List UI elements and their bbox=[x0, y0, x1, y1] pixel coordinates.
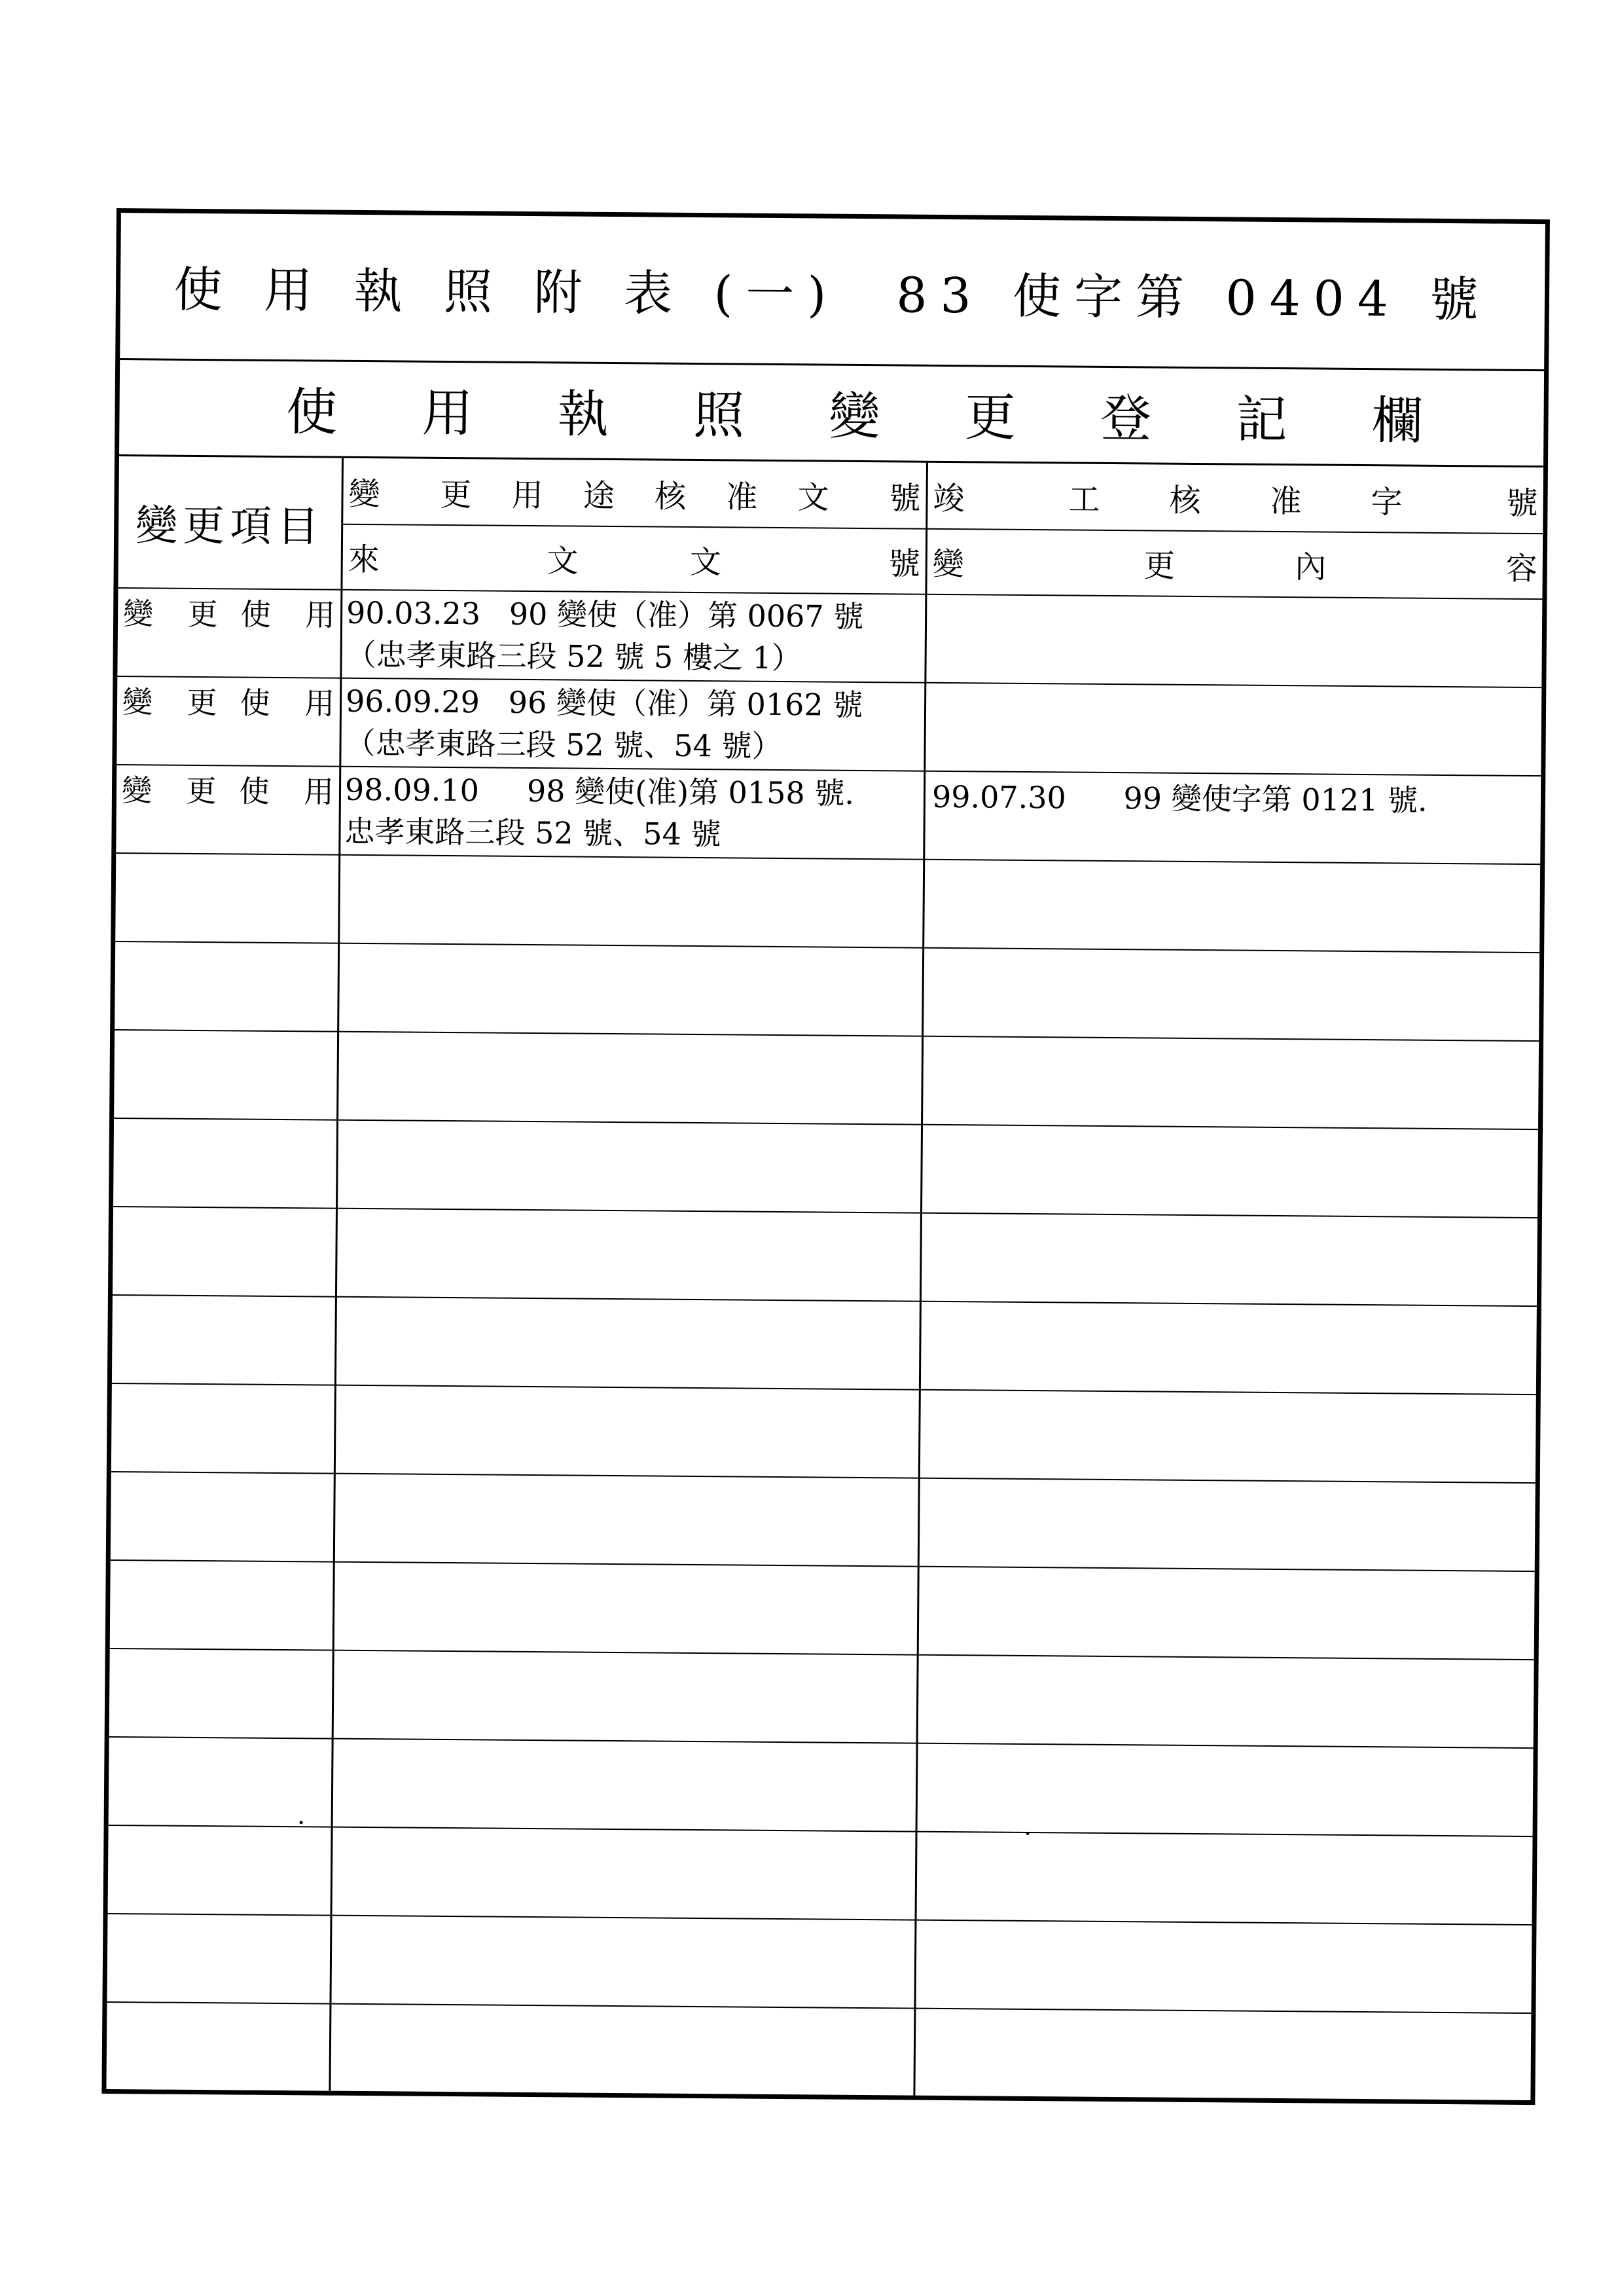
section-title-row bbox=[119, 358, 1544, 467]
change-item-cell: 變 更 使 用 bbox=[122, 684, 335, 721]
table-row bbox=[117, 676, 1541, 775]
completion-approval-cell bbox=[927, 687, 1536, 692]
section-title-char: 執 bbox=[557, 384, 609, 445]
approval-doc-number: 96.09.29 96 變使（准）第 0162 號 bbox=[345, 683, 863, 723]
approval-address: 忠孝東路三段 52 號、54 號 bbox=[344, 813, 721, 852]
header-approval-doc: 變 更 用 途 核 准 文 號 bbox=[348, 475, 921, 517]
table-row bbox=[116, 764, 1541, 864]
row-divider bbox=[115, 1029, 1539, 1042]
section-title-char: 更 bbox=[964, 388, 1016, 448]
row-divider bbox=[114, 1118, 1538, 1130]
section-title-char: 照 bbox=[692, 386, 745, 446]
row-divider bbox=[112, 1383, 1536, 1395]
header-change-item: 變更項目 bbox=[135, 501, 325, 552]
change-item-cell: 變 更 使 用 bbox=[122, 596, 336, 633]
form-title-row bbox=[120, 213, 1545, 371]
completion-approval-cell: 99.07.30 99 變使字第 0121 號. bbox=[931, 778, 1428, 818]
section-title-char: 登 bbox=[1100, 389, 1152, 448]
completion-approval-cell bbox=[928, 599, 1537, 604]
approval-address: （忠孝東路三段 52 號、54 號） bbox=[345, 725, 782, 765]
row-divider bbox=[113, 1294, 1537, 1307]
row-divider bbox=[111, 1559, 1535, 1572]
header-change-content: 變 更 內 容 bbox=[932, 545, 1537, 587]
approval-doc-number: 90.03.23 90 變使（准）第 0067 號 bbox=[346, 594, 864, 634]
row-divider bbox=[109, 1736, 1534, 1749]
scan-speck bbox=[300, 1821, 303, 1824]
row-divider bbox=[113, 1206, 1537, 1218]
section-title-char: 欄 bbox=[1371, 391, 1424, 451]
header-completion-approval: 竣 工 核 准 字 號 bbox=[933, 480, 1538, 522]
approval-doc-cell bbox=[341, 680, 924, 769]
row-divider bbox=[109, 1825, 1533, 1837]
section-title-char: 使 bbox=[285, 382, 338, 443]
approval-doc-cell bbox=[342, 592, 925, 680]
row-divider bbox=[108, 1913, 1532, 1925]
row-divider bbox=[111, 1471, 1536, 1484]
approval-doc-cell bbox=[340, 769, 924, 857]
table-row bbox=[117, 587, 1542, 687]
section-title-char: 記 bbox=[1236, 390, 1287, 450]
header-incoming-doc: 來 文 文 號 bbox=[348, 541, 920, 583]
license-form bbox=[101, 208, 1550, 2105]
row-divider bbox=[110, 1648, 1534, 1660]
row-divider bbox=[115, 941, 1539, 953]
row-divider bbox=[107, 2001, 1531, 2014]
approval-doc-number: 98.09.10 98 變使(准)第 0158 號. bbox=[344, 771, 855, 811]
registration-table bbox=[106, 456, 1543, 2100]
section-title-char: 變 bbox=[829, 387, 880, 446]
section-title-char: 用 bbox=[422, 384, 473, 443]
form-title: 使 用 執 照 附 表 (一) 83 使字第 0404 號 bbox=[173, 261, 1492, 329]
change-item-cell: 變 更 使 用 bbox=[121, 773, 334, 810]
approval-address: （忠孝東路三段 52 號 5 樓之 1） bbox=[346, 636, 802, 676]
